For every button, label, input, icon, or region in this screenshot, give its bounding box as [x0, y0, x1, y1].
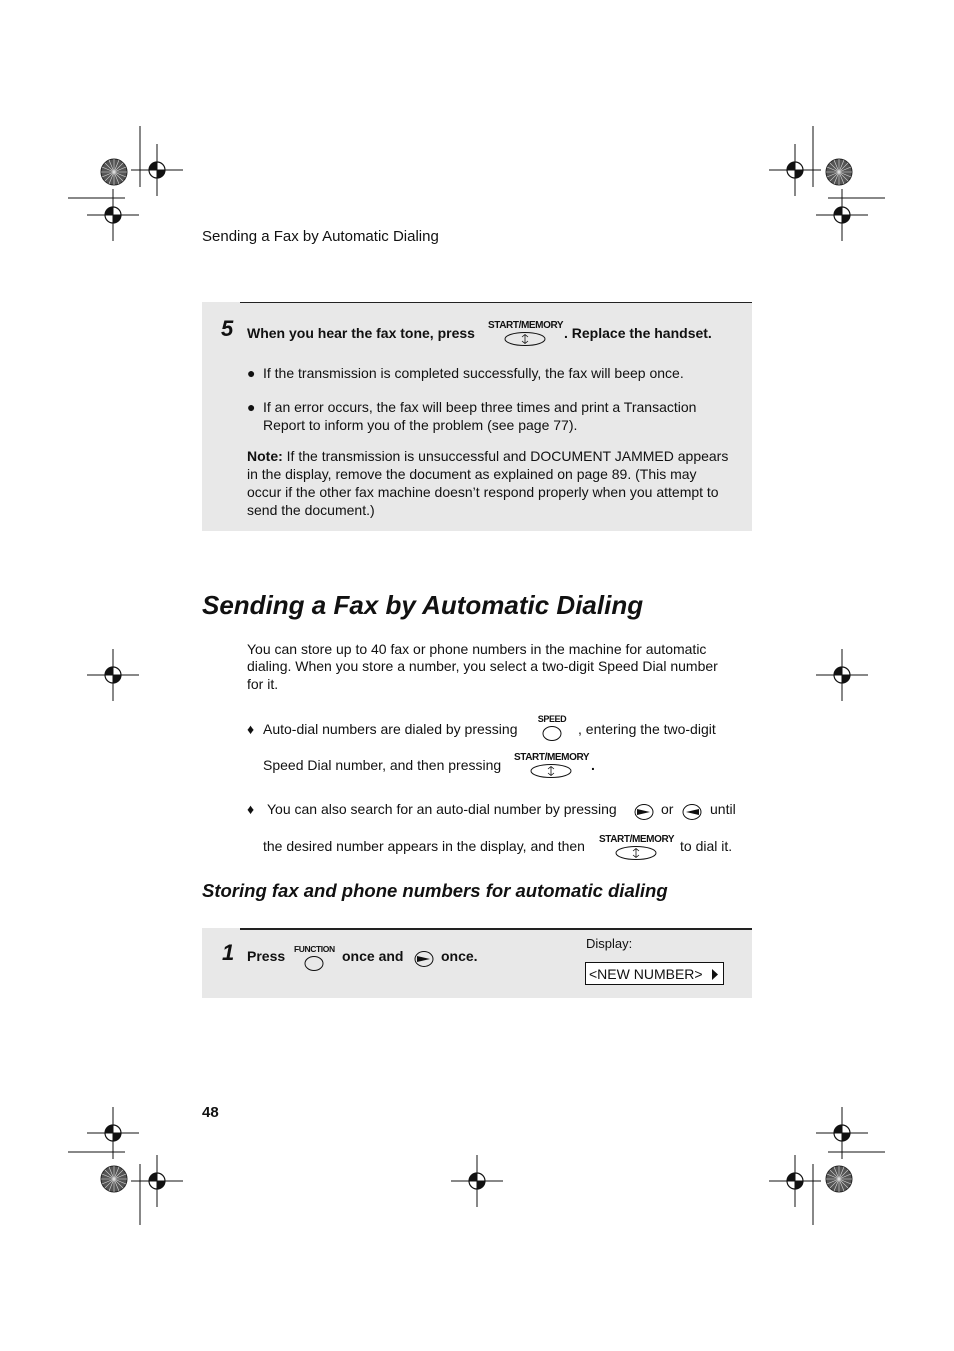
registration-mark-icon: [87, 1107, 139, 1159]
registration-mark-icon: [131, 1155, 183, 1207]
right-arrow-key-icon: [633, 803, 655, 821]
color-target-icon: [826, 159, 852, 185]
item2-line2-post: to dial it.: [680, 838, 733, 854]
key-label: START/MEMORY: [514, 752, 590, 763]
bullet-text: Report to inform you of the problem (see page 77).: [263, 417, 578, 433]
item2-line2-pre: the desired number appears in the display, and then: [263, 838, 585, 854]
registration-mark-icon: [451, 1155, 503, 1207]
note-line: occur if the other fax machine doesn’t respond properly when you attempt to: [247, 484, 719, 500]
speed-key-icon: [541, 725, 563, 742]
function-key-icon: [303, 955, 325, 972]
intro-line: You can store up to 40 fax or phone numbers in the machine for automatic: [247, 641, 707, 657]
step-1-once: once.: [441, 948, 478, 964]
right-arrow-key-icon: [413, 950, 435, 968]
display-label: Display:: [586, 936, 633, 951]
key-label: FUNCTION: [294, 944, 335, 954]
section-title: Sending a Fax by Automatic Dialing: [202, 590, 644, 620]
step-number: 5: [221, 316, 234, 341]
bullet-dot: ●: [247, 399, 256, 415]
registration-mark-icon: [87, 189, 139, 241]
lcd-right-arrow-icon: [711, 969, 719, 980]
item2-line1-post: until: [710, 801, 736, 817]
start-memory-key-icon: [503, 331, 547, 347]
lcd-display-text: <NEW NUMBER>: [589, 966, 703, 982]
step-1-press: Press: [247, 948, 286, 964]
item1-line2-pre: Speed Dial number, and then pressing: [263, 757, 502, 773]
intro-line: dialing. When you store a number, you select a two-digit Speed Dial number: [247, 658, 718, 674]
diamond-bullet: ♦: [247, 801, 255, 817]
step-5-instruction-pre: When you hear the fax tone, press: [247, 325, 475, 341]
step-5-rule: [240, 302, 752, 303]
subsection-title: Storing fax and phone numbers for automatic dialing: [202, 880, 668, 901]
registration-mark-icon: [131, 144, 183, 196]
note-label: Note:: [247, 448, 283, 464]
bullet-text: If the transmission is completed successfully, the fax will beep once.: [263, 365, 684, 381]
note-line: send the document.): [247, 502, 375, 518]
page-number: 48: [202, 1104, 219, 1121]
intro-line: for it.: [247, 676, 279, 692]
step-1-rule: [240, 928, 752, 930]
item1-line1-pre: Auto-dial numbers are dialed by pressing: [263, 721, 518, 737]
color-target-icon: [101, 159, 127, 185]
function-key: [294, 944, 334, 972]
start-memory-key: [488, 320, 562, 347]
color-target-icon: [826, 1166, 852, 1192]
step-1-once-and: once and: [342, 948, 404, 964]
running-header: Sending a Fax by Automatic Dialing: [202, 228, 439, 245]
item2-line1-pre: You can also search for an auto-dial number by pressing: [267, 801, 617, 817]
diamond-bullet: ♦: [247, 721, 255, 737]
item2-or: or: [661, 801, 674, 817]
bullet-dot: ●: [247, 365, 256, 381]
bullet-text: If an error occurs, the fax will beep three times and print a Transaction: [263, 399, 697, 415]
item1-line2-post: .: [591, 757, 595, 773]
registration-mark-icon: [87, 649, 139, 701]
registration-mark-icon: [816, 1107, 868, 1159]
key-label: START/MEMORY: [599, 834, 675, 845]
step-5-instruction-post: . Replace the handset.: [564, 325, 712, 341]
note-line: If the transmission is unsuccessful and DOCUMENT JAMMED appears: [286, 448, 729, 464]
step-number: 1: [222, 940, 235, 965]
key-label: START/MEMORY: [488, 320, 564, 331]
start-memory-key-icon: [614, 845, 658, 861]
key-label: SPEED: [537, 714, 567, 724]
start-memory-key-icon: [529, 763, 573, 779]
start-memory-key: [599, 834, 673, 861]
item1-line1-post: , entering the two-digit: [578, 721, 716, 737]
registration-mark-icon: [816, 189, 868, 241]
start-memory-key: [514, 752, 588, 779]
left-arrow-key-icon: [681, 803, 703, 821]
note-line: in the display, remove the document as explained on page 89. (This may: [247, 466, 697, 482]
registration-mark-icon: [816, 649, 868, 701]
speed-key: [534, 714, 570, 742]
lcd-display: [585, 962, 724, 985]
color-target-icon: [101, 1166, 127, 1192]
note: [247, 447, 747, 465]
